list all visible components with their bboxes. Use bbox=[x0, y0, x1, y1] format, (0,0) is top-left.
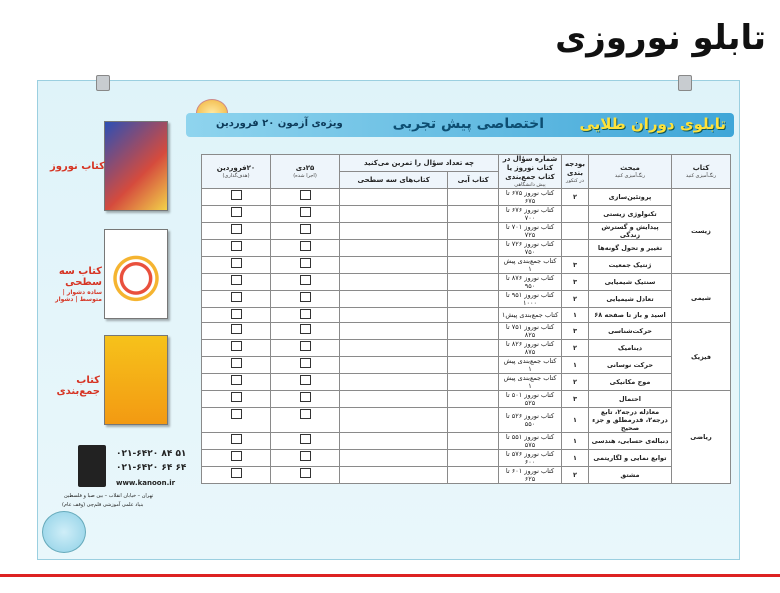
book-norooz-label: کتاب نوروز bbox=[50, 161, 105, 172]
topic-cell[interactable]: پروتئین‌سازی bbox=[589, 189, 672, 206]
practice-cell[interactable] bbox=[340, 223, 448, 240]
table-row bbox=[202, 274, 731, 291]
budget-cell: ۱ bbox=[562, 450, 589, 467]
question-range-cell: کتاب جمع‌بندی پیش ۱ bbox=[499, 357, 562, 374]
checkbox[interactable] bbox=[300, 207, 311, 217]
topic-cell[interactable]: اسید و باز تا صفحه ۶۸ bbox=[589, 308, 672, 323]
col-practice: چه تعداد سؤال را تمرین می‌کنید bbox=[340, 155, 499, 172]
checkbox-cell bbox=[271, 189, 340, 206]
checkbox[interactable] bbox=[231, 451, 242, 461]
checkbox-cell bbox=[202, 257, 271, 274]
practice-cell[interactable] bbox=[340, 274, 448, 291]
table-row bbox=[202, 323, 731, 340]
question-range-cell: کتاب جمع‌بندی پیش ۱ bbox=[499, 257, 562, 274]
question-range-cell: کتاب نوروز ۵۲۶ تا ۵۵۰ bbox=[499, 408, 562, 433]
checkbox[interactable] bbox=[300, 375, 311, 385]
topic-cell[interactable]: مشتق bbox=[589, 467, 672, 484]
phone-1: ۰۲۱-۶۴۲۰ ۸۴ ۵۱ bbox=[116, 449, 187, 459]
checkbox[interactable] bbox=[300, 358, 311, 368]
book-cover-icon bbox=[104, 229, 168, 319]
table-row bbox=[202, 340, 731, 357]
topic-cell[interactable]: دنباله‌ی حسابی، هندسی bbox=[589, 433, 672, 450]
question-range-cell: کتاب نوروز ۹۵۱ تا ۱۰۰۰ bbox=[499, 291, 562, 308]
practice-cell[interactable] bbox=[340, 257, 448, 274]
checkbox-cell bbox=[202, 240, 271, 257]
checkbox[interactable] bbox=[231, 392, 242, 402]
table-row bbox=[202, 374, 731, 391]
checkbox[interactable] bbox=[300, 275, 311, 285]
practice-cell[interactable] bbox=[448, 323, 499, 340]
question-range-cell: کتاب نوروز ۸۷۶ تا ۹۵۰ bbox=[499, 274, 562, 291]
checkbox-cell bbox=[202, 408, 271, 433]
practice-cell[interactable] bbox=[340, 433, 448, 450]
table-row bbox=[202, 240, 731, 257]
checkbox-cell bbox=[202, 323, 271, 340]
question-range-cell: کتاب نوروز ۷۰۱ تا ۷۲۵ bbox=[499, 223, 562, 240]
col-topic: مبحث رنگ‌آمیزی کنید bbox=[589, 155, 672, 189]
checkbox-cell bbox=[202, 223, 271, 240]
practice-cell[interactable] bbox=[448, 206, 499, 223]
table-row bbox=[202, 308, 731, 323]
question-range-cell: کتاب نوروز ۵۵۱ تا ۵۷۵ bbox=[499, 433, 562, 450]
budget-cell: ۳ bbox=[562, 257, 589, 274]
question-range-cell: کتاب نوروز ۸۲۶ تا ۸۷۵ bbox=[499, 340, 562, 357]
checkbox[interactable] bbox=[300, 451, 311, 461]
practice-cell[interactable] bbox=[340, 450, 448, 467]
checkbox-cell bbox=[202, 189, 271, 206]
subject-cell[interactable]: شیمی bbox=[672, 274, 731, 323]
checkbox-cell bbox=[202, 291, 271, 308]
practice-cell[interactable] bbox=[340, 391, 448, 408]
practice-cell[interactable] bbox=[448, 240, 499, 257]
checkbox-cell bbox=[271, 433, 340, 450]
checkbox-cell bbox=[271, 408, 340, 433]
question-range-cell: کتاب نوروز ۵۰۱ تا ۵۲۵ bbox=[499, 391, 562, 408]
topic-cell[interactable]: تکنولوژی زیستی bbox=[589, 206, 672, 223]
budget-cell: ۲ bbox=[562, 374, 589, 391]
practice-cell[interactable] bbox=[448, 340, 499, 357]
topic-cell[interactable]: معادله درجه۲، تابع درجه۲، قدرمطلق و جزء صحیح bbox=[589, 408, 672, 433]
checkbox-cell bbox=[271, 240, 340, 257]
address: تهران – خیابان انقلاب – بین صبا و فلسطین bbox=[64, 493, 154, 499]
study-table bbox=[201, 154, 731, 484]
practice-cell[interactable] bbox=[340, 374, 448, 391]
checkbox-cell bbox=[271, 223, 340, 240]
budget-cell bbox=[562, 223, 589, 240]
checkbox-cell bbox=[202, 433, 271, 450]
pin-icon bbox=[678, 75, 692, 91]
question-range-cell: کتاب نوروز ۶۰۱ تا ۶۲۵ bbox=[499, 467, 562, 484]
question-range-cell: کتاب نوروز ۶۷۵ تا ۶۷۵ bbox=[499, 189, 562, 206]
practice-cell[interactable] bbox=[448, 291, 499, 308]
col-farvardin20: ۲۰فروردین (هدف‌گذاری) bbox=[202, 155, 271, 189]
checkbox[interactable] bbox=[231, 275, 242, 285]
book-three-level-label: کتاب سه سطحی bbox=[58, 266, 102, 288]
checkbox[interactable] bbox=[300, 434, 311, 444]
practice-cell[interactable] bbox=[448, 257, 499, 274]
checkbox[interactable] bbox=[231, 409, 242, 419]
kanoon-logo-icon bbox=[78, 445, 106, 487]
banner-title: تابلوی دوران طلایی bbox=[579, 115, 726, 133]
practice-cell[interactable] bbox=[448, 408, 499, 433]
checkbox[interactable] bbox=[231, 258, 242, 268]
budget-cell: ۲ bbox=[562, 291, 589, 308]
divider bbox=[0, 574, 780, 577]
table-row bbox=[202, 450, 731, 467]
checkbox[interactable] bbox=[300, 190, 311, 200]
budget-cell: ۳ bbox=[562, 391, 589, 408]
question-range-cell: کتاب نوروز ۶۷۶ تا ۷۰۰ bbox=[499, 206, 562, 223]
banner bbox=[186, 113, 734, 137]
topic-cell[interactable]: احتمال bbox=[589, 391, 672, 408]
col-dey25: ۲۵دی (اجرا شده) bbox=[271, 155, 340, 189]
col-questions: شماره سؤال در کتاب نوروز یا کتاب جمع‌بندی پیش دانشگاهی bbox=[499, 155, 562, 189]
col-book: کتاب رنگ‌آمیزی کنید bbox=[672, 155, 731, 189]
slide-title: تابلو نوروزی bbox=[555, 18, 766, 58]
subject-cell[interactable]: زیست bbox=[672, 189, 731, 274]
checkbox[interactable] bbox=[231, 292, 242, 302]
checkbox[interactable] bbox=[231, 341, 242, 351]
question-range-cell: کتاب نوروز ۵۷۶ تا ۶۰۰ bbox=[499, 450, 562, 467]
checkbox-cell bbox=[202, 374, 271, 391]
topic-cell[interactable]: تغییر و تحول گونه‌ها bbox=[589, 240, 672, 257]
practice-cell[interactable] bbox=[340, 308, 448, 323]
checkbox-cell bbox=[271, 257, 340, 274]
table-row bbox=[202, 391, 731, 408]
practice-cell[interactable] bbox=[340, 189, 448, 206]
checkbox-cell bbox=[271, 374, 340, 391]
checkbox[interactable] bbox=[231, 358, 242, 368]
budget-cell bbox=[562, 240, 589, 257]
topic-cell[interactable]: حرکت نوسانی bbox=[589, 357, 672, 374]
checkbox[interactable] bbox=[300, 241, 311, 251]
checkbox[interactable] bbox=[300, 341, 311, 351]
budget-cell: ۲ bbox=[562, 189, 589, 206]
checkbox-cell bbox=[202, 357, 271, 374]
practice-cell[interactable] bbox=[448, 433, 499, 450]
practice-cell[interactable] bbox=[340, 357, 448, 374]
col-three-level: کتاب‌های سه سطحی bbox=[340, 172, 448, 189]
topic-cell[interactable]: حرکت‌شناسی bbox=[589, 323, 672, 340]
phone-2: ۰۲۱-۶۴۲۰ ۶۴ ۶۴ bbox=[116, 463, 187, 473]
checkbox[interactable] bbox=[300, 324, 311, 334]
question-range-cell: کتاب جمع‌بندی پیش ۱ bbox=[499, 374, 562, 391]
topic-cell[interactable]: موج مکانیکی bbox=[589, 374, 672, 391]
book-three-level-sub: ساده دشوار | متوسط | دشوار bbox=[55, 289, 102, 303]
checkbox-cell bbox=[202, 450, 271, 467]
checkbox[interactable] bbox=[231, 434, 242, 444]
practice-cell[interactable] bbox=[448, 467, 499, 484]
practice-cell[interactable] bbox=[340, 340, 448, 357]
practice-cell[interactable] bbox=[340, 323, 448, 340]
checkbox[interactable] bbox=[300, 258, 311, 268]
practice-cell[interactable] bbox=[448, 308, 499, 323]
practice-cell[interactable] bbox=[340, 467, 448, 484]
topic-cell[interactable]: پیدایش و گسترش زندگی bbox=[589, 223, 672, 240]
topic-cell[interactable]: ژنتیک جمعیت bbox=[589, 257, 672, 274]
poster bbox=[37, 80, 740, 560]
checkbox[interactable] bbox=[231, 190, 242, 200]
question-range-cell: کتاب نوروز ۷۲۶ تا ۷۵۰ bbox=[499, 240, 562, 257]
banner-note: ویژه‌ی آزمون ۲۰ فروردین bbox=[216, 118, 343, 129]
checkbox-cell bbox=[202, 206, 271, 223]
checkbox[interactable] bbox=[300, 224, 311, 234]
table-row bbox=[202, 408, 731, 433]
topic-cell[interactable]: توابع نمایی و لگاریتمی bbox=[589, 450, 672, 467]
budget-cell: ۲ bbox=[562, 340, 589, 357]
checkbox-cell bbox=[271, 391, 340, 408]
checkbox[interactable] bbox=[300, 292, 311, 302]
table-row bbox=[202, 223, 731, 240]
checkbox-cell bbox=[202, 467, 271, 484]
checkbox-cell bbox=[271, 357, 340, 374]
checkbox[interactable] bbox=[231, 468, 242, 478]
table-row bbox=[202, 467, 731, 484]
checkbox-cell bbox=[271, 291, 340, 308]
website: www.kanoon.ir bbox=[116, 479, 176, 487]
subject-cell[interactable]: ریاضی bbox=[672, 391, 731, 484]
budget-cell: ۳ bbox=[562, 274, 589, 291]
checkbox[interactable] bbox=[231, 375, 242, 385]
checkbox-cell bbox=[202, 274, 271, 291]
checkbox[interactable] bbox=[231, 324, 242, 334]
budget-cell: ۲ bbox=[562, 467, 589, 484]
checkbox-cell bbox=[271, 340, 340, 357]
checkbox[interactable] bbox=[300, 392, 311, 402]
checkbox-cell bbox=[202, 308, 271, 323]
checkbox[interactable] bbox=[231, 207, 242, 217]
practice-cell[interactable] bbox=[448, 357, 499, 374]
pin-icon bbox=[96, 75, 110, 91]
table-row bbox=[202, 357, 731, 374]
book-cover-icon bbox=[104, 121, 168, 211]
checkbox-cell bbox=[271, 467, 340, 484]
checkbox[interactable] bbox=[231, 224, 242, 234]
checkbox-cell bbox=[271, 206, 340, 223]
checkbox-cell bbox=[202, 340, 271, 357]
checkbox-cell bbox=[271, 450, 340, 467]
col-budget: بودجه بندی در کنکور bbox=[562, 155, 589, 189]
checkbox[interactable] bbox=[231, 241, 242, 251]
budget-cell: ۱ bbox=[562, 308, 589, 323]
topic-cell[interactable]: تعادل شیمیایی bbox=[589, 291, 672, 308]
checkbox[interactable] bbox=[300, 409, 311, 419]
checkbox[interactable] bbox=[300, 309, 311, 319]
checkbox-cell bbox=[202, 391, 271, 408]
budget-cell: ۱ bbox=[562, 357, 589, 374]
practice-cell[interactable] bbox=[448, 223, 499, 240]
organization: بنیاد علمی آموزشی قلم‌چی (وقف عام) bbox=[62, 502, 144, 508]
question-range-cell: کتاب نوروز ۷۵۱ تا ۸۲۵ bbox=[499, 323, 562, 340]
table-row bbox=[202, 257, 731, 274]
practice-cell[interactable] bbox=[340, 291, 448, 308]
subject-cell[interactable]: فیزیک bbox=[672, 323, 731, 391]
book-summary-label: کتاب جمع‌بندی bbox=[56, 375, 100, 397]
topic-cell[interactable]: دینامیک bbox=[589, 340, 672, 357]
checkbox-cell bbox=[271, 274, 340, 291]
col-blue-book: کتاب آبی bbox=[448, 172, 499, 189]
banner-subtitle: اختصاصی پیش تجربی bbox=[392, 116, 544, 132]
checkbox-cell bbox=[271, 323, 340, 340]
topic-cell[interactable]: سنتیک شیمیایی bbox=[589, 274, 672, 291]
question-range-cell: کتاب جمع‌بندی پیش۱ bbox=[499, 308, 562, 323]
practice-cell[interactable] bbox=[448, 189, 499, 206]
table-row bbox=[202, 206, 731, 223]
checkbox[interactable] bbox=[300, 468, 311, 478]
checkbox[interactable] bbox=[231, 309, 242, 319]
checkbox-cell bbox=[271, 308, 340, 323]
budget-cell: ۱ bbox=[562, 433, 589, 450]
fish-bowl-icon bbox=[42, 511, 86, 553]
table-row bbox=[202, 189, 731, 206]
practice-cell[interactable] bbox=[340, 206, 448, 223]
practice-cell[interactable] bbox=[340, 240, 448, 257]
practice-cell[interactable] bbox=[340, 408, 448, 433]
table-row bbox=[202, 291, 731, 308]
practice-cell[interactable] bbox=[448, 450, 499, 467]
budget-cell: ۱ bbox=[562, 408, 589, 433]
practice-cell[interactable] bbox=[448, 374, 499, 391]
book-cover-icon bbox=[104, 335, 168, 425]
practice-cell[interactable] bbox=[448, 274, 499, 291]
table-row bbox=[202, 433, 731, 450]
practice-cell[interactable] bbox=[448, 391, 499, 408]
budget-cell: ۳ bbox=[562, 323, 589, 340]
budget-cell bbox=[562, 206, 589, 223]
